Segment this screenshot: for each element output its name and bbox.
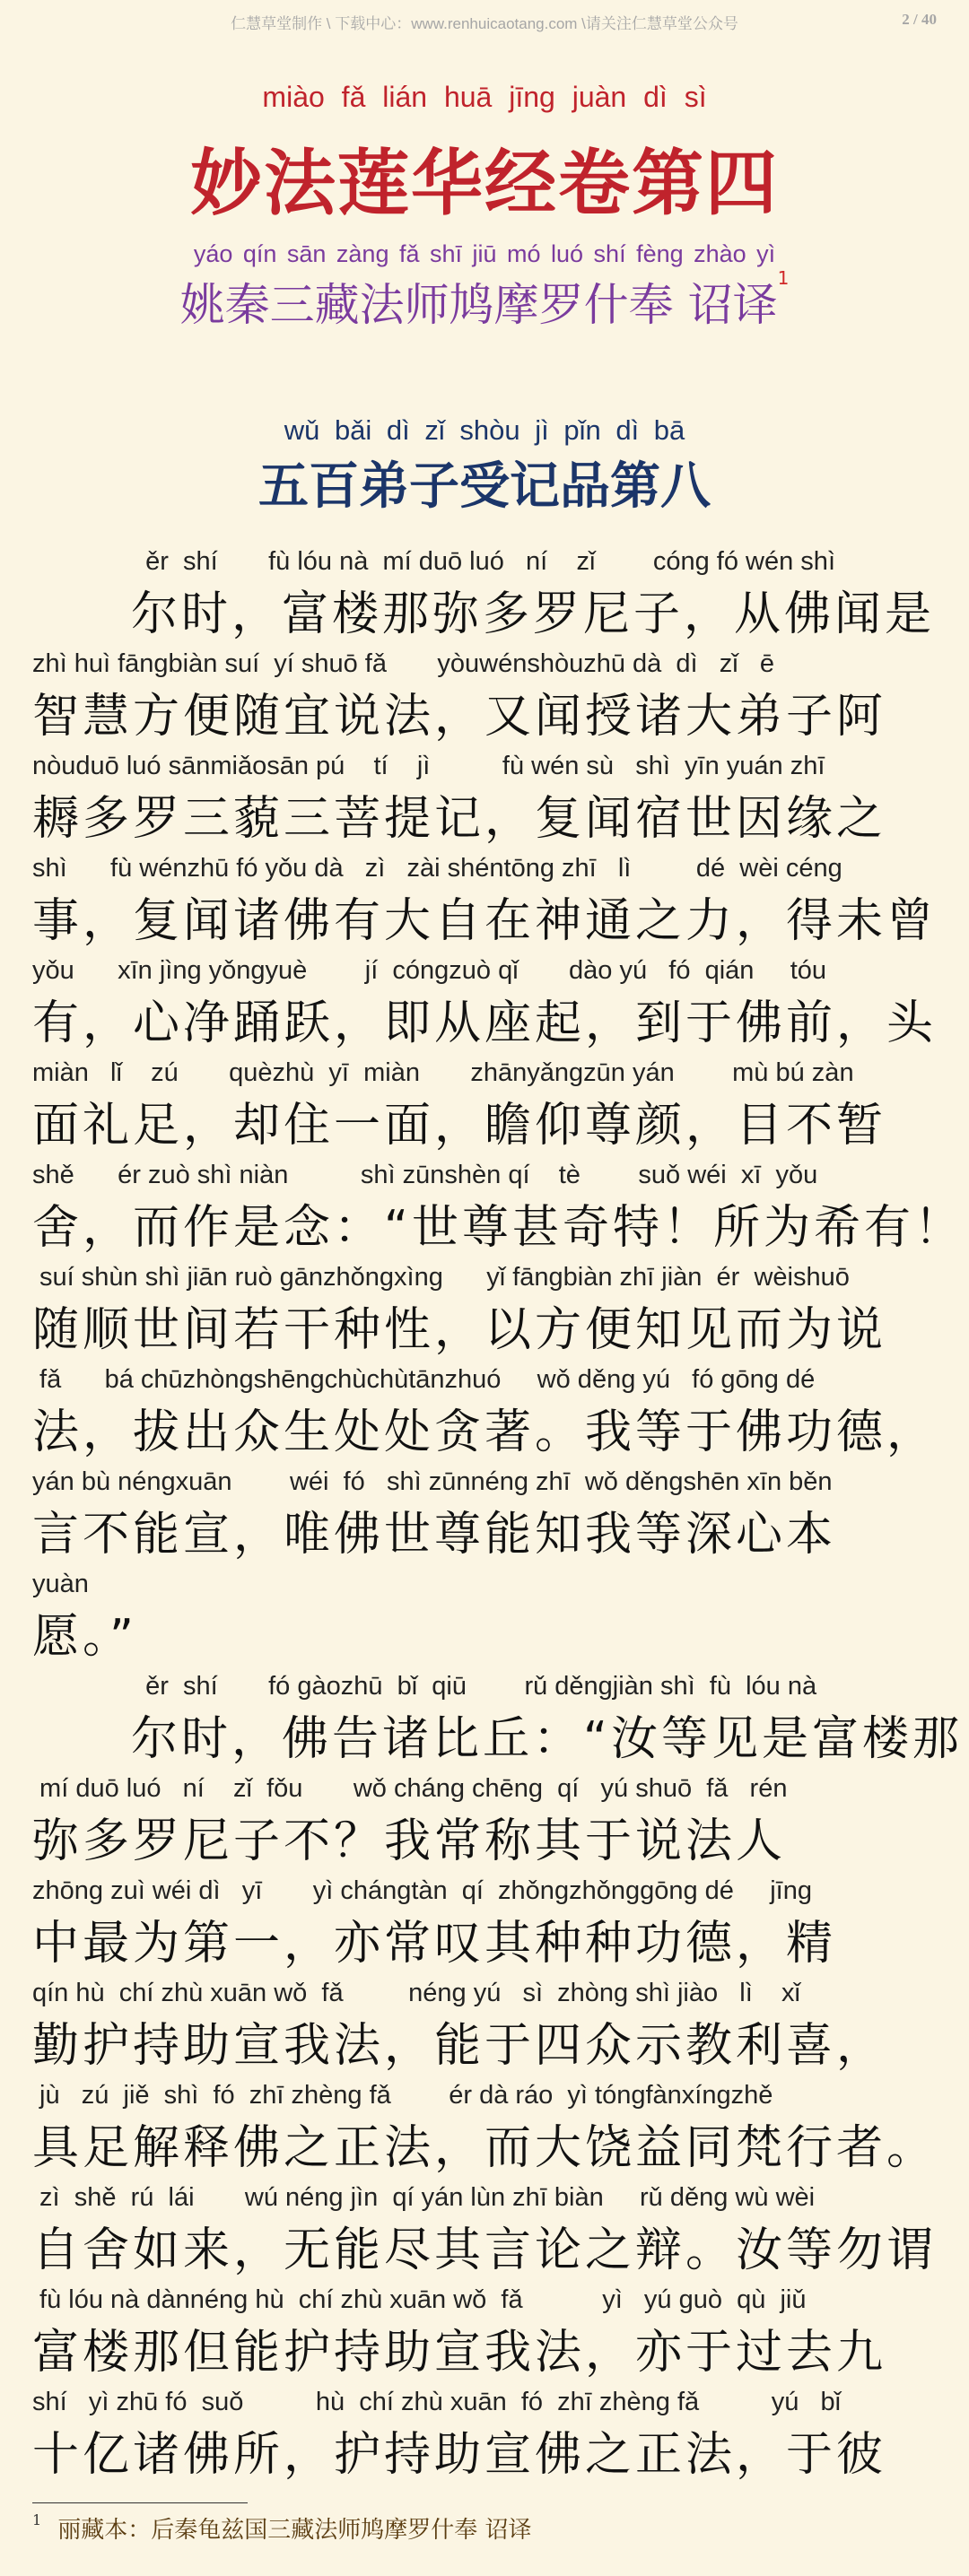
footnote-text: 丽藏本：后秦龟兹国三藏法师鸠摩罗什奉 诏译 <box>57 2517 532 2544</box>
pinyin-line: nòuduō luó sānmiǎosān pú tí jì fù wén sù shì yīn yuán zhī <box>32 752 825 780</box>
hanzi-line: 智慧方便随宜说法，又闻授诸大弟子阿 <box>32 690 887 744</box>
hanzi-line: 具足解释佛之正法，而大饶益同梵行者。 <box>32 2121 938 2175</box>
text-line <box>32 1250 947 1357</box>
text-line <box>32 841 947 948</box>
page-header <box>0 0 969 39</box>
header-text: 仁慧草堂制作 \ 下载中心：www.renhuicaotang.com \请关注仁慧草堂公众号 <box>231 15 738 32</box>
footnote-divider <box>32 2502 248 2503</box>
hanzi-line: 言不能宣，唯佛世尊能知我等深心本 <box>32 1508 837 1562</box>
pinyin-line: shí yì zhū fó suǒ hù chí zhù xuān fó zhī zhèng fǎ yú bǐ <box>32 2388 842 2416</box>
text-line <box>32 1966 947 2073</box>
hanzi-line: 尔时，富楼那弥多罗尼子，从佛闻是 <box>131 587 936 641</box>
translator-text: 姚秦三藏法师鸠摩罗什奉 诏译 <box>179 279 778 331</box>
text-line <box>32 1864 947 1971</box>
pinyin-line: ěr shí fó gàozhū bǐ qiū rǔ děngjiàn shì fù lóu nà <box>131 1672 817 1701</box>
pinyin-line: shě ér zuò shì niàn shì zūnshèn qí tè suǒ wéi xī yǒu <box>32 1161 818 1189</box>
hanzi-line: 尔时，佛告诸比丘：“汝等见是富楼那 <box>131 1712 963 1766</box>
text-line <box>32 2375 947 2482</box>
text-line <box>32 2171 947 2277</box>
pinyin-line: fù lóu nà dànnéng hù chí zhù xuān wǒ fǎ yì yú guò qù jiǔ <box>32 2285 807 2314</box>
text-line <box>32 637 947 744</box>
hanzi-line: 事，复闻诸佛有大自在神通之力，得未曾 <box>32 894 938 948</box>
pinyin-line: zì shě rú lái wú néng jìn qí yán lùn zhī biàn rǔ děng wù wèi <box>32 2183 816 2212</box>
chapter-title: 五百弟子受记品第八 <box>258 457 711 516</box>
pinyin-line: zhì huì fāngbiàn suí yí shuō fǎ yòuwénshòuzhū dà dì zǐ ē <box>32 649 775 678</box>
pinyin-line: mí duō luó ní zǐ fǒu wǒ cháng chēng qí yú shuō fǎ rén <box>32 1774 788 1803</box>
text-line <box>32 1557 947 1664</box>
hanzi-line: 面礼足，却住一面，瞻仰尊颜，目不暂 <box>32 1099 887 1153</box>
pinyin-line: yuàn <box>32 1570 89 1598</box>
hanzi-line: 法，拔出众生处处贪著。我等于佛功德， <box>32 1405 938 1459</box>
sutra-body <box>32 535 965 2482</box>
pinyin-line: shì fù wénzhū fó yǒu dà zì zài shéntōng zhī lì dé wèi céng <box>32 854 842 883</box>
footnote <box>32 2511 531 2545</box>
text-line <box>32 1659 963 1766</box>
text-line <box>32 1046 947 1153</box>
text-line <box>32 2068 947 2175</box>
hanzi-line: 随顺世间若干种性，以方便知见而为说 <box>32 1303 887 1357</box>
translator-line <box>0 269 969 334</box>
hanzi-line: 有，心净踊跃，即从座起，到于佛前，头 <box>32 996 938 1050</box>
text-line <box>32 739 947 846</box>
pinyin-line: zhōng zuì wéi dì yī yì chángtàn qí zhǒngzhǒnggōng dé jīng <box>32 1876 812 1905</box>
hanzi-line: 舍，而作是念：“世尊甚奇特！所为希有！ <box>32 1201 965 1255</box>
text-line <box>32 1353 947 1459</box>
footnote-reference[interactable]: 1 <box>777 267 790 289</box>
pinyin-line: yǒu xīn jìng yǒngyuè jí cóngzuò qǐ dào yú fó qián tóu <box>32 956 827 985</box>
pinyin-line: jù zú jiě shì fó zhī zhèng fǎ ér dà ráo yì tóngfànxíngzhě <box>32 2081 773 2110</box>
hanzi-line: 愿。” <box>32 1610 137 1664</box>
pinyin-line: qín hù chí zhù xuān wǒ fǎ néng yú sì zhòng shì jiào lì xǐ <box>32 1979 800 2007</box>
hanzi-line: 富楼那但能护持助宣我法，亦于过去九 <box>32 2326 887 2380</box>
pinyin-line: yán bù néngxuān wéi fó shì zūnnéng zhī wǒ děngshēn xīn běn <box>32 1467 833 1496</box>
text-line <box>32 944 947 1050</box>
pinyin-line: fǎ bá chūzhòngshēngchùchùtānzhuó wǒ děng yú fó gōng dé <box>32 1365 816 1394</box>
text-line <box>32 1148 965 1255</box>
page-title: 妙法莲华经卷第四 <box>190 141 779 225</box>
chapter-pinyin: wǔ bǎi dì zǐ shòu jì pǐn dì bā <box>284 414 685 446</box>
text-line <box>32 1455 947 1562</box>
hanzi-line: 中最为第一，亦常叹其种种功德，精 <box>32 1917 837 1971</box>
title-pinyin: miào fǎ lián huā jīng juàn dì sì <box>262 81 707 113</box>
pinyin-line: ěr shí fù lóu nà mí duō luó ní zǐ cóng fó wén shì <box>131 547 835 576</box>
text-line <box>32 2273 947 2380</box>
hanzi-line: 十亿诸佛所，护持助宣佛之正法，于彼 <box>32 2428 887 2482</box>
hanzi-line: 勤护持助宣我法，能于四众示教利喜， <box>32 2019 887 2073</box>
hanzi-line: 弥多罗尼子不？我常称其于说法人 <box>32 1815 787 1868</box>
hanzi-line: 自舍如来，无能尽其言论之辩。汝等勿谓 <box>32 2224 938 2277</box>
page-number: 2 / 40 <box>902 11 937 28</box>
pinyin-line: miàn lǐ zú quèzhù yī miàn zhānyǎngzūn yán mù bú zàn <box>32 1058 854 1087</box>
hanzi-line: 耨多罗三藐三菩提记，复闻宿世因缘之 <box>32 792 887 846</box>
translator-pinyin: yáo qín sān zàng fǎ shī jiū mó luó shí fèng zhào yì <box>193 240 776 267</box>
text-line <box>32 1762 947 1868</box>
pinyin-line: suí shùn shì jiān ruò gānzhǒngxìng yǐ fāngbiàn zhī jiàn ér wèishuō <box>32 1263 850 1292</box>
footnote-mark: 1 <box>32 2511 42 2528</box>
text-line <box>32 535 947 641</box>
